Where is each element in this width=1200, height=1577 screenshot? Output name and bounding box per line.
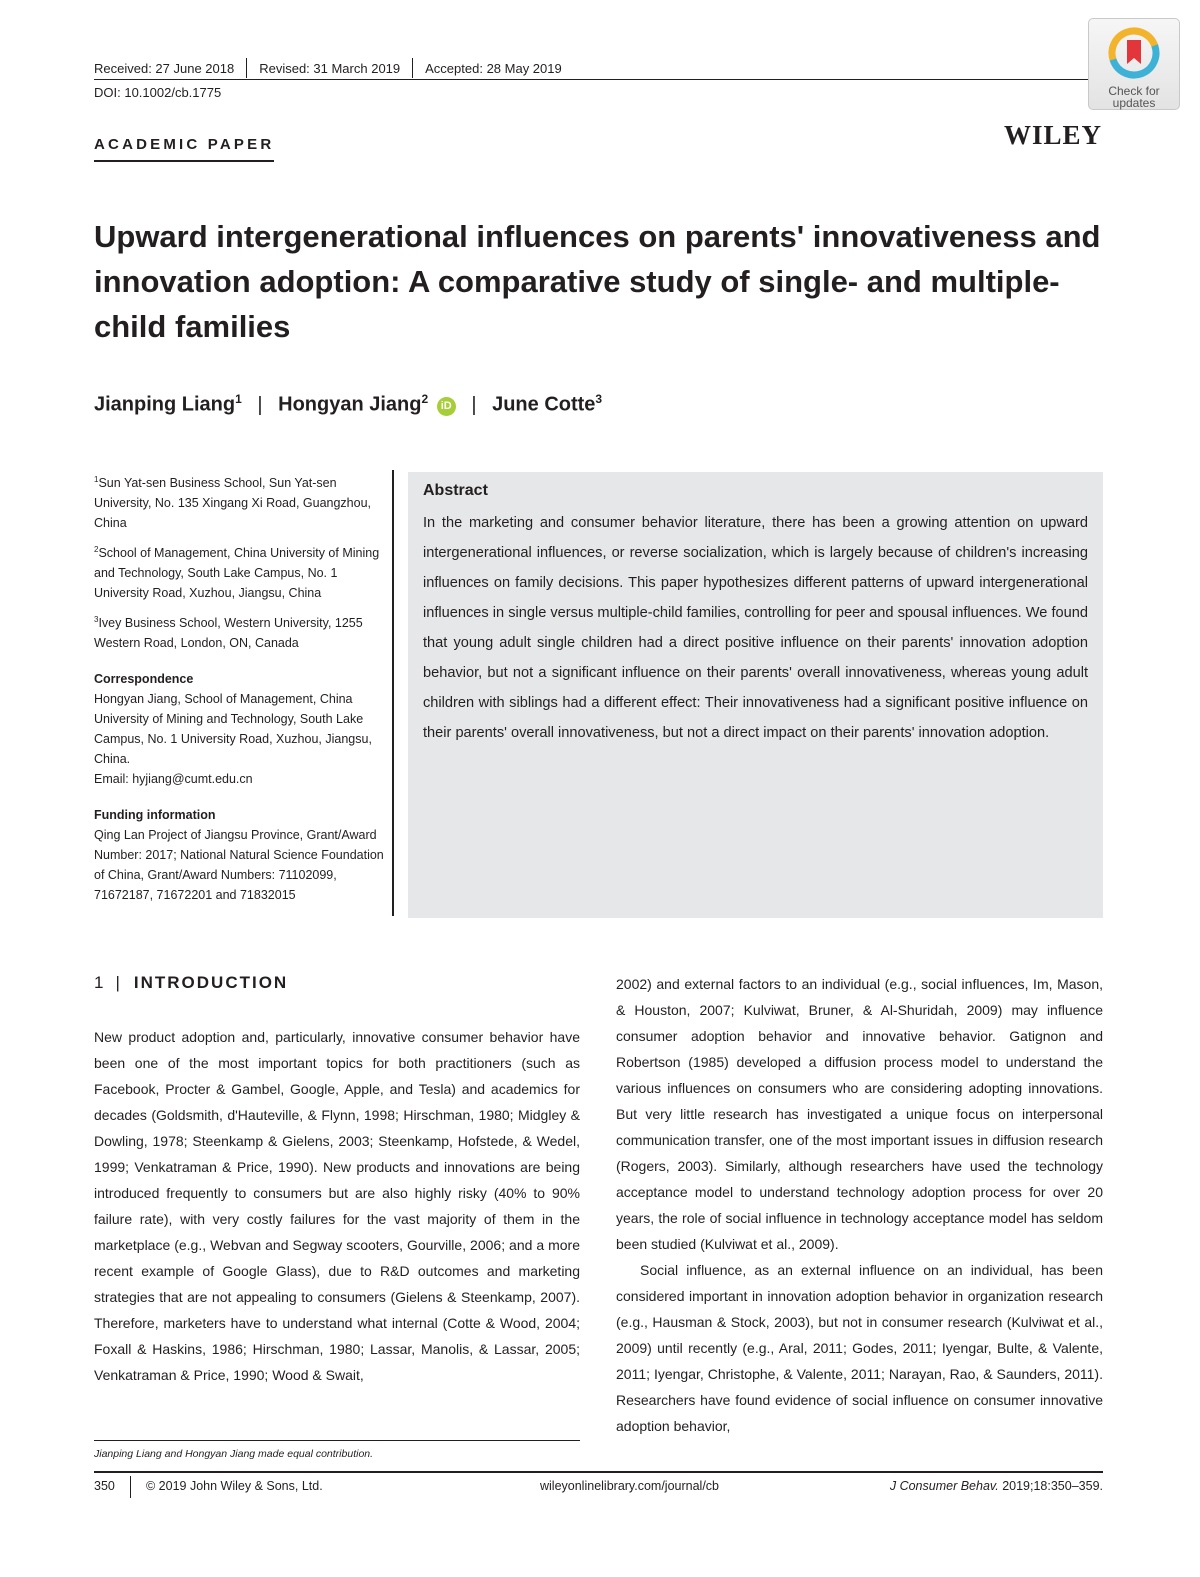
check-for-updates-label: Check for updates xyxy=(1108,84,1160,110)
footer-rule xyxy=(94,1471,1103,1473)
body-paragraph: 2002) and external factors to an individual (e.g., social influences, Im, Mason, & Houston, 2007; Kulviwat, Bruner, & Al-Shuridah, 2009) may influence consumer adoption behavior and innovative behavior. Gatignon and Robertson (1985) developed a diffusion process model to understand the various influences on consumers who are considering adopting innovations. But very little research has investigated a unique focus on interpersonal communication transfer, one of the most important issues in diffusion research (Rogers, 2003). Similarly, although researchers have used the technology acceptance model to understand technology adoption process for over 20 years, the role of social influence in technology acceptance model has seldom been studied (Kulviwat et al., 2009). xyxy=(616,976,1103,1252)
section-title: INTRODUCTION xyxy=(133,973,289,992)
affiliation: $^3$Ivey Business School, Western University, 1255 Western Road, London, ON, Canada xyxy=(94,615,363,651)
abstract-text: In the marketing and consumer behavior literature, there has been a growing attention on upward intergenerational influences, or reverse socialization, which is largely because of children's increasing influences on family decisions. This paper hypothesizes different patterns of upward intergenerational influences in single versus multiple-child families, controlling for peer and spousal influences. We found that young adult single children had a direct positive influence on their parents' innovation adoption behavior, but not a significant influence on their parents' overall innovativeness, whereas young adult children with siblings had a different effect: Their innovativeness had a significant positive influence on their parents' overall innovativeness, but not a direct impact on their parents' innovation adoption. xyxy=(423,515,1088,741)
author-separator: | xyxy=(257,393,263,416)
abstract-heading: Abstract xyxy=(423,482,488,499)
affiliation: $^2$School of Management, China University of Mining and Technology, South Lake Campus, No. 1 University Road, Xuzhou, Jiangsu, China xyxy=(94,545,380,601)
body-paragraph: Social influence, as an external influence on an individual, has been considered important in innovation adoption behavior in organization research (e.g., Hausman & Stock, 2003), but not in consumer research (Kulviwat et al., 2009) until recently (e.g., Aral, 2011; Godes, 2011; Iyengar, Bulte, & Valente, 2011; Iyengar, Christophe, & Valente, 2011; Narayan, Rao, & Saunders, 2011). Researchers have found evidence of social influence on consumer innovative adoption behavior, xyxy=(616,1262,1103,1434)
column-divider xyxy=(392,470,394,916)
correspondence-text: Hongyan Jiang, School of Management, China University of Mining and Technology, South Lake Campus, No. 1 University Road, Xuzhou, Jiangsu, China. xyxy=(94,692,372,767)
article-dates xyxy=(94,58,562,78)
author-affiliation-mark: 1 xyxy=(235,392,242,406)
page-number: 350 xyxy=(94,1479,115,1493)
footer-divider xyxy=(130,1476,131,1498)
orcid-icon[interactable]: iD xyxy=(437,397,456,416)
crossmark-icon xyxy=(1108,27,1160,79)
citation-details: 2019;18:350–359. xyxy=(1002,1479,1103,1493)
funding-heading: Funding information xyxy=(94,808,216,823)
author-affiliation-mark: 2 xyxy=(421,392,429,406)
publisher-logo: WILEY xyxy=(1004,120,1103,150)
section-separator: | xyxy=(115,973,122,992)
check-for-updates-badge[interactable] xyxy=(1088,18,1180,110)
footnote: Jianping Liang and Hongyan Jiang made equal contribution. xyxy=(94,1448,374,1460)
divider xyxy=(246,58,247,78)
section-number: 1 xyxy=(94,973,104,992)
footnote-rule xyxy=(94,1440,580,1441)
section-heading-introduction xyxy=(94,973,288,993)
revised-date: Revised: 31 March 2019 xyxy=(259,60,401,76)
article-info-column xyxy=(94,470,386,905)
author-list xyxy=(94,392,602,417)
accepted-date: Accepted: 28 May 2019 xyxy=(425,60,562,76)
copyright: © 2019 John Wiley & Sons, Ltd. xyxy=(146,1479,323,1493)
abstract-box xyxy=(408,472,1103,918)
author-name[interactable]: Hongyan Jiang xyxy=(278,393,422,416)
body-paragraph: New product adoption and, particularly, innovative consumer behavior have been one of the most important topics for both practitioners (such as Facebook, Procter & Gambel, Google, Apple, and Tesla) and academics for decades (Goldsmith, d'Hauteville, & Flynn, 1998; Hirschman, 1980; Midgley & Dowling, 1978; Steenkamp & Gielens, 2003; Steenkamp, Hofstede, & Wedel, 1999; Venkatraman & Price, 1990). New products and innovations are being introduced frequently to consumers but are also highly risky (40% to 90% failure rate), with very costly failures for the vast majority of them in the marketplace (e.g., Webvan and Segway scooters, Gourville, 2006; and a more recent example of Google Glass), due to R&D outcomes and marketing strategies that are not appealing to consumers (Gielens & Steenkamp, 2007). Therefore, marketers have to understand what internal (Cotte & Wood, 2004; Foxall & Haskins, 1986; Hirschman, 1980; Lassar, Manolis, & Lassar, 2005; Venkatraman & Price, 1990; Wood & Swait, xyxy=(94,1029,580,1383)
author-separator: | xyxy=(471,393,477,416)
journal-url[interactable]: wileyonlinelibrary.com/journal/cb xyxy=(540,1479,720,1493)
author-affiliation-mark: 3 xyxy=(595,392,603,406)
correspondence-heading: Correspondence xyxy=(94,672,194,687)
author-name[interactable]: June Cotte xyxy=(492,393,596,416)
section-type-label: ACADEMIC PAPER xyxy=(94,136,274,162)
header-rule xyxy=(94,79,1090,80)
body-column-left xyxy=(94,1024,580,1388)
divider xyxy=(412,58,413,78)
author-name[interactable]: Jianping Liang xyxy=(94,393,236,416)
affiliation: $^1$Sun Yat-sen Business School, Sun Yat-sen University, No. 135 Xingang Xi Road, Guangzhou, China xyxy=(94,475,372,531)
received-date: Received: 27 June 2018 xyxy=(94,60,235,76)
journal-citation xyxy=(866,1479,1103,1493)
journal-name: J Consumer Behav. xyxy=(889,1479,999,1493)
body-column-right xyxy=(616,971,1103,1439)
doi[interactable]: DOI: 10.1002/cb.1775 xyxy=(94,85,222,100)
correspondence-email[interactable]: Email: hyjiang@cumt.edu.cn xyxy=(94,772,253,787)
paper-title: Upward intergenerational influences on parents' innovativeness and innovation adoption: A comparative study of single- and multiple-child families xyxy=(94,219,1101,344)
funding-text: Qing Lan Project of Jiangsu Province, Grant/Award Number: 2017; National Natural Science Foundation of China, Grant/Award Numbers: 71102099, 71672187, 71672201 and 71832015 xyxy=(94,828,384,903)
